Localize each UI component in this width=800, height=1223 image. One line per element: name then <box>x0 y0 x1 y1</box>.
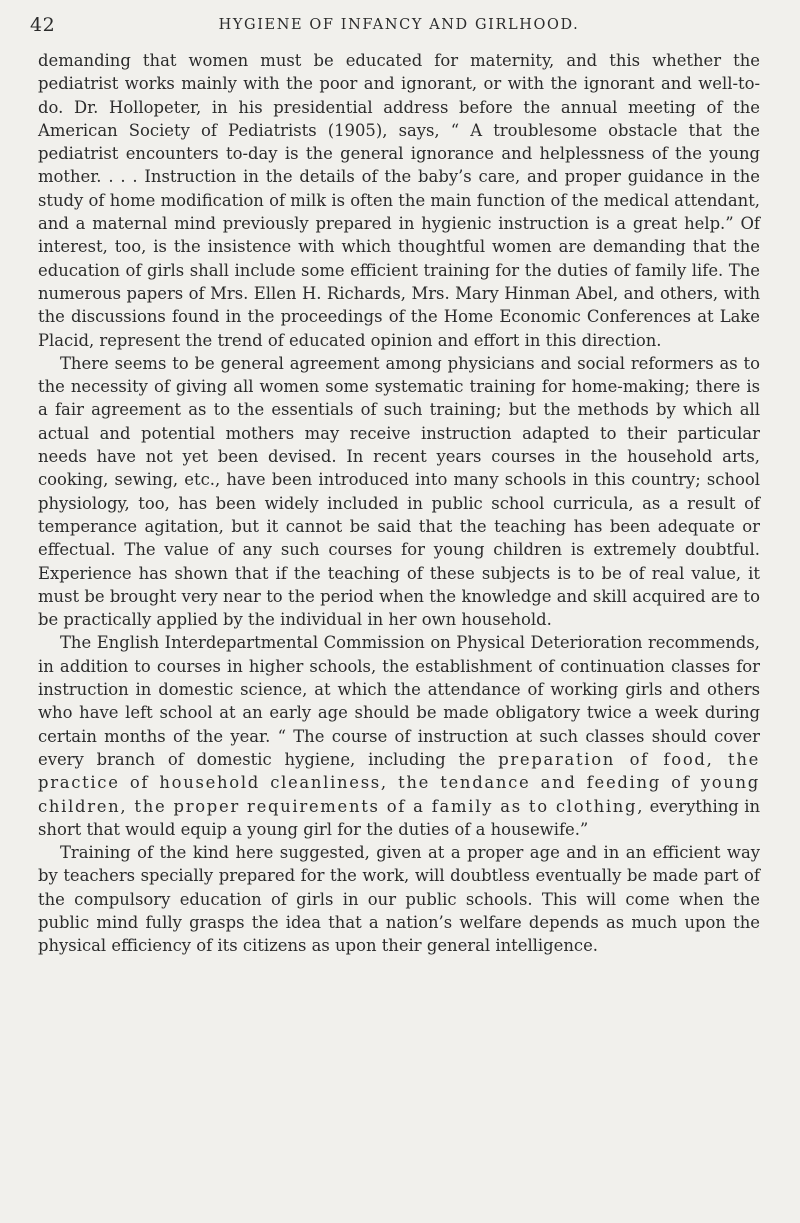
commission-text-before: The English Interdepartmental Commission on Physical Deterioration recommends, in addition to courses in higher schools, the establishment of continuation classes for instruction in domestic science, at which the attendance of working girls and others who have left school at an early age should be made obligatory twice a week during certain months of the year. “ The course of instruction at such classes should cover every branch of domestic hygiene, including the <box>38 633 760 769</box>
body-text <box>38 49 760 958</box>
paragraph-compulsory-education: Training of the kind here suggested, given at a proper age and in an efficient way by teachers specially prepared for the work, will doubtless eventually be made part of the compulsory education of girls in our public schools. This will come when the public mind fully grasps the idea that a nation’s welfare depends as much upon the physical efficiency of its citizens as upon their general intelligence. <box>38 843 760 956</box>
commission-text-spaced: preparation of food, the practice of household cleanliness, the tendance and feeding of young children, the proper requirements of a family as to clothing, <box>38 749 760 816</box>
paragraph-continued: demanding that women must be educated for maternity, and this whether the pediatrist works mainly with the poor and ignorant, or with the ignorant and well-to-do. Dr. Hollopeter, in his presidential address before the annual meeting of the American Society of Pediatrists (1905), says, “ A troublesome obstacle that the pediatrist encounters to-day is the general ignorance and helplessness of the young mother. . . . Instruction in the details of the baby’s care, and proper guidance in the study of home modification of milk is often the main function of the medical attendant, and a maternal mind previously prepared in hygienic instruction is a great help.” Of interest, too, is the insistence with which thoughtful women are demanding that the education of girls shall include some efficient training for the duties of family life. The numerous papers of Mrs. Ellen H. Richards, Mrs. Mary Hinman Abel, and others, with the discussions found in the proceedings of the Home Economic Conferences at Lake Placid, represent the trend of educated opinion and effort in this direction. <box>38 51 760 350</box>
commission-text-after: everything in short that would equip a young girl for the duties of a housewife.” <box>38 796 761 839</box>
page-number: 42 <box>30 14 56 36</box>
paragraph-english-commission <box>38 631 760 841</box>
running-title: HYGIENE OF INFANCY AND GIRLHOOD. <box>218 17 580 33</box>
paragraph-training-agreement: There seems to be general agreement among physicians and social reformers as to the necessity of giving all women some systematic training for home-making; there is a fair agreement as to the essentials of such training; but the methods by which all actual and potential mothers may receive instruction adapted to their particular needs have not yet been devised. In recent years courses in the household arts, cooking, sewing, etc., have been introduced into many schools in this country; school physiology, too, has been widely included in public school curricula, as a result of temperance agitation, but it cannot be said that the teaching has been adequate or effectual. The value of any such courses for young children is extremely doubtful. Experience has shown that if the teaching of these subjects is to be of real value, it must be brought very near to the period when the knowledge and skill acquired are to be practically applied by the individual in her own household. <box>38 353 760 630</box>
running-head <box>30 14 760 40</box>
book-page <box>30 14 761 958</box>
